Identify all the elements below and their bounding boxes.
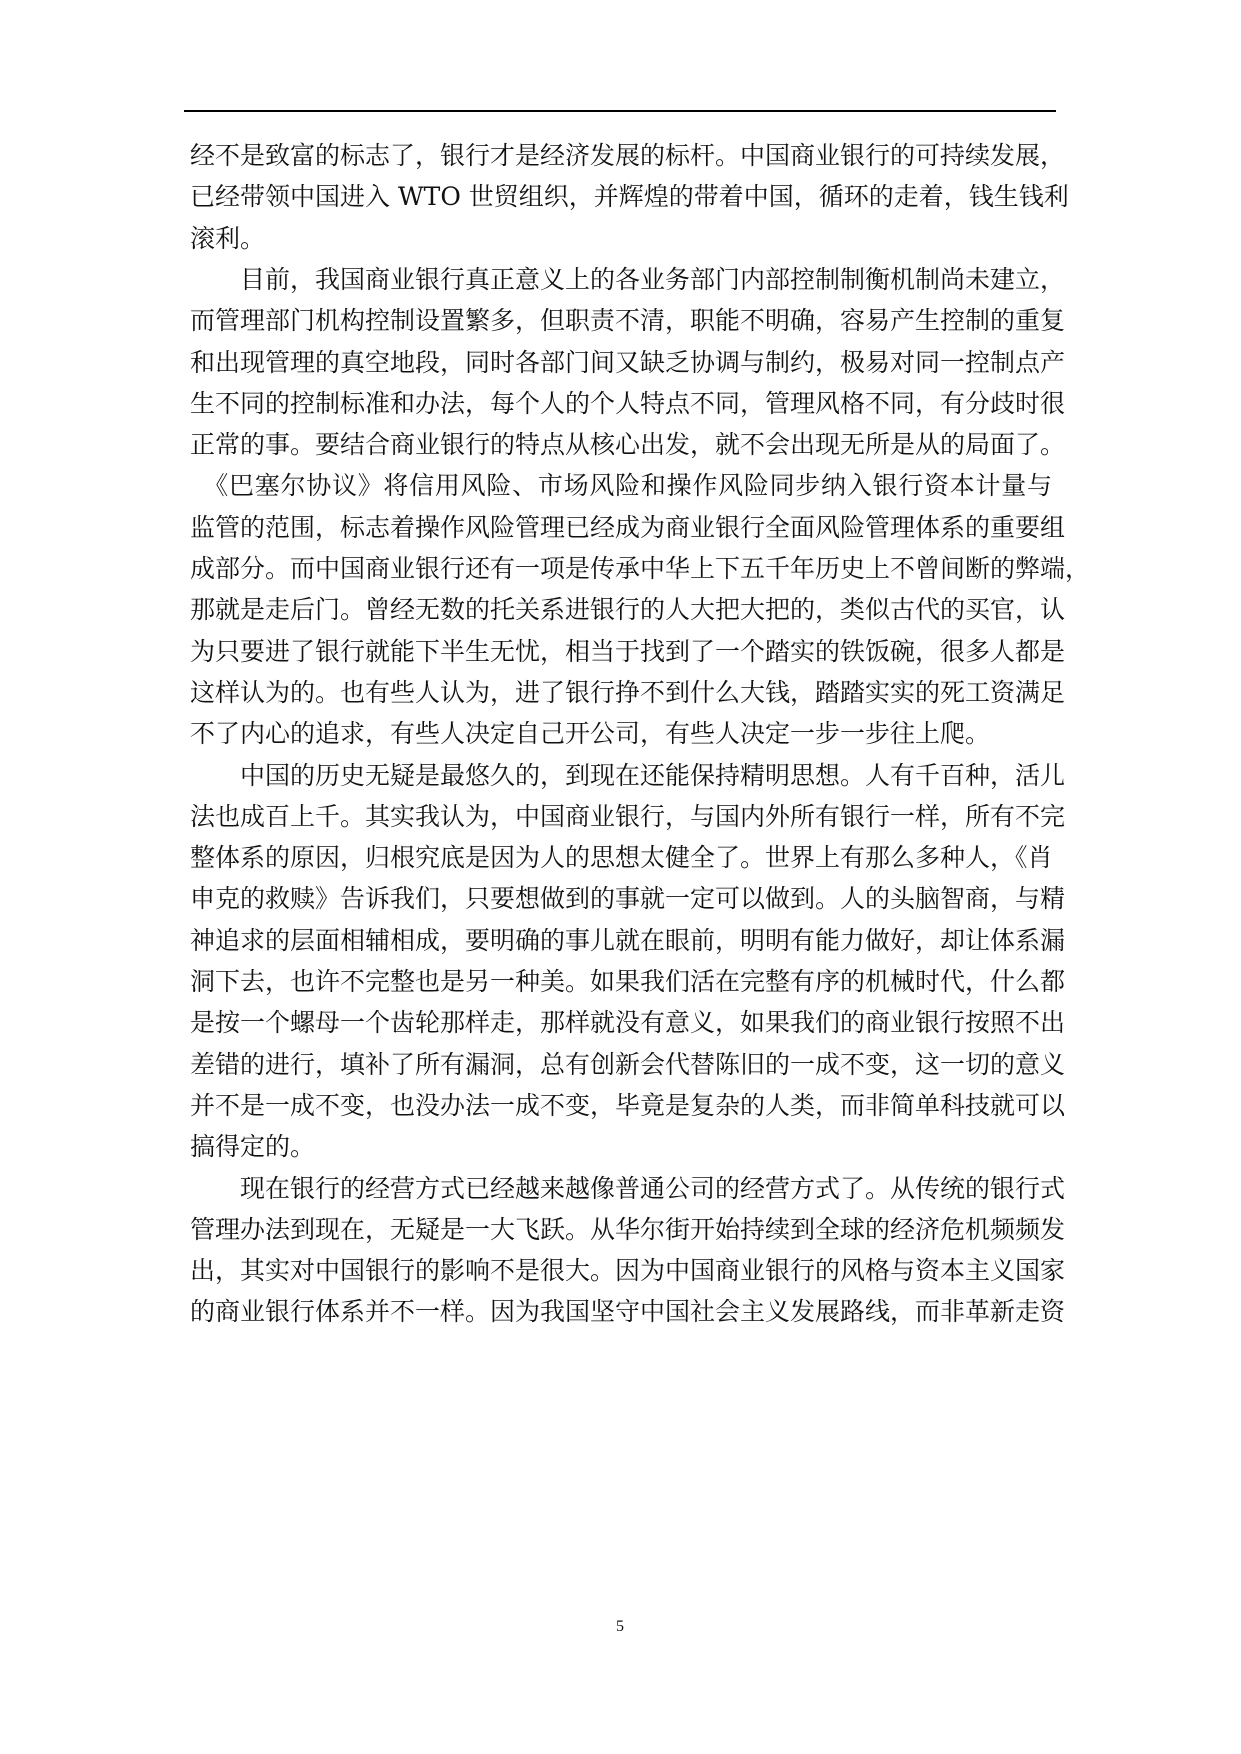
text-line: 目前，我国商业银行真正意义上的各业务部门内部控制制衡机制尚未建立， (190, 265, 1066, 294)
text-line: 差错的进行，填补了所有漏洞，总有创新会代替陈旧的一成不变，这一切的意义 (190, 1050, 1066, 1079)
header-rule (184, 110, 1056, 112)
text-line: 滚利。 (190, 224, 266, 253)
text-line: 洞下去，也许不完整也是另一种美。如果我们活在完整有序的机械时代，什么都 (190, 967, 1066, 996)
text-line: 中国的历史无疑是最悠久的，到现在还能保持精明思想。人有千百种，活儿 (190, 761, 1066, 790)
text-line: 正常的事。要结合商业银行的特点从核心出发，就不会出现无所是从的局面了。 (190, 430, 1066, 459)
text-line: 神追求的层面相辅相成，要明确的事儿就在眼前，明明有能力做好，却让体系漏 (190, 926, 1066, 955)
text-line: 监管的范围，标志着操作风险管理已经成为商业银行全面风险管理体系的重要组 (190, 513, 1066, 542)
text-line: 成部分。而中国商业银行还有一项是传承中华上下五千年历史上不曾间断的弊端， (190, 554, 1091, 583)
text-line: 《巴塞尔协议》将信用风险、市场风险和操作风险同步纳入银行资本计量与 (190, 471, 1052, 500)
text-line: 的商业银行体系并不一样。因为我国坚守中国社会主义发展路线，而非革新走资 (190, 1297, 1066, 1326)
text-line: 是按一个螺母一个齿轮那样走，那样就没有意义，如果我们的商业银行按照不出 (190, 1008, 1066, 1037)
text-line: 管理办法到现在，无疑是一大飞跃。从华尔街开始持续到全球的经济危机频频发 (190, 1215, 1066, 1244)
text-line: 不了内心的追求，有些人决定自己开公司，有些人决定一步一步往上爬。 (190, 719, 991, 748)
text-line: 已经带领中国进入 WTO 世贸组织，并辉煌的带着中国，循环的走着，钱生钱利 (190, 182, 1069, 211)
text-line: 为只要进了银行就能下半生无忧，相当于找到了一个踏实的铁饭碗，很多人都是 (190, 637, 1066, 666)
page-number: 5 (616, 1618, 624, 1635)
text-line: 而管理部门机构控制设置繁多，但职责不清，职能不明确，容易产生控制的重复 (190, 306, 1066, 335)
text-line: 并不是一成不变，也没办法一成不变，毕竟是复杂的人类，而非简单科技就可以 (190, 1091, 1066, 1120)
text-line: 和出现管理的真空地段，同时各部门间又缺乏协调与制约，极易对同一控制点产 (190, 348, 1066, 377)
text-line: 搞得定的。 (190, 1132, 316, 1161)
text-line: 法也成百上千。其实我认为，中国商业银行，与国内外所有银行一样，所有不完 (190, 802, 1066, 831)
text-line: 那就是走后门。曾经无数的托关系进银行的人大把大把的，类似古代的买官，认 (190, 595, 1066, 624)
text-line: 出，其实对中国银行的影响不是很大。因为中国商业银行的风格与资本主义国家 (190, 1256, 1066, 1285)
text-line: 申克的救赎》告诉我们，只要想做到的事就一定可以做到。人的头脑智商，与精 (190, 884, 1066, 913)
text-line: 生不同的控制标准和办法，每个人的个人特点不同，管理风格不同，有分歧时很 (190, 389, 1066, 418)
text-line: 这样认为的。也有些人认为，进了银行挣不到什么大钱，踏踏实实的死工资满足 (190, 678, 1066, 707)
text-line: 整体系的原因，归根究底是因为人的思想太健全了。世界上有那么多种人，《肖 (190, 843, 1053, 872)
text-line: 经不是致富的标志了，银行才是经济发展的标杆。中国商业银行的可持续发展， (190, 141, 1066, 170)
text-line: 现在银行的经营方式已经越来越像普通公司的经营方式了。从传统的银行式 (190, 1174, 1066, 1203)
